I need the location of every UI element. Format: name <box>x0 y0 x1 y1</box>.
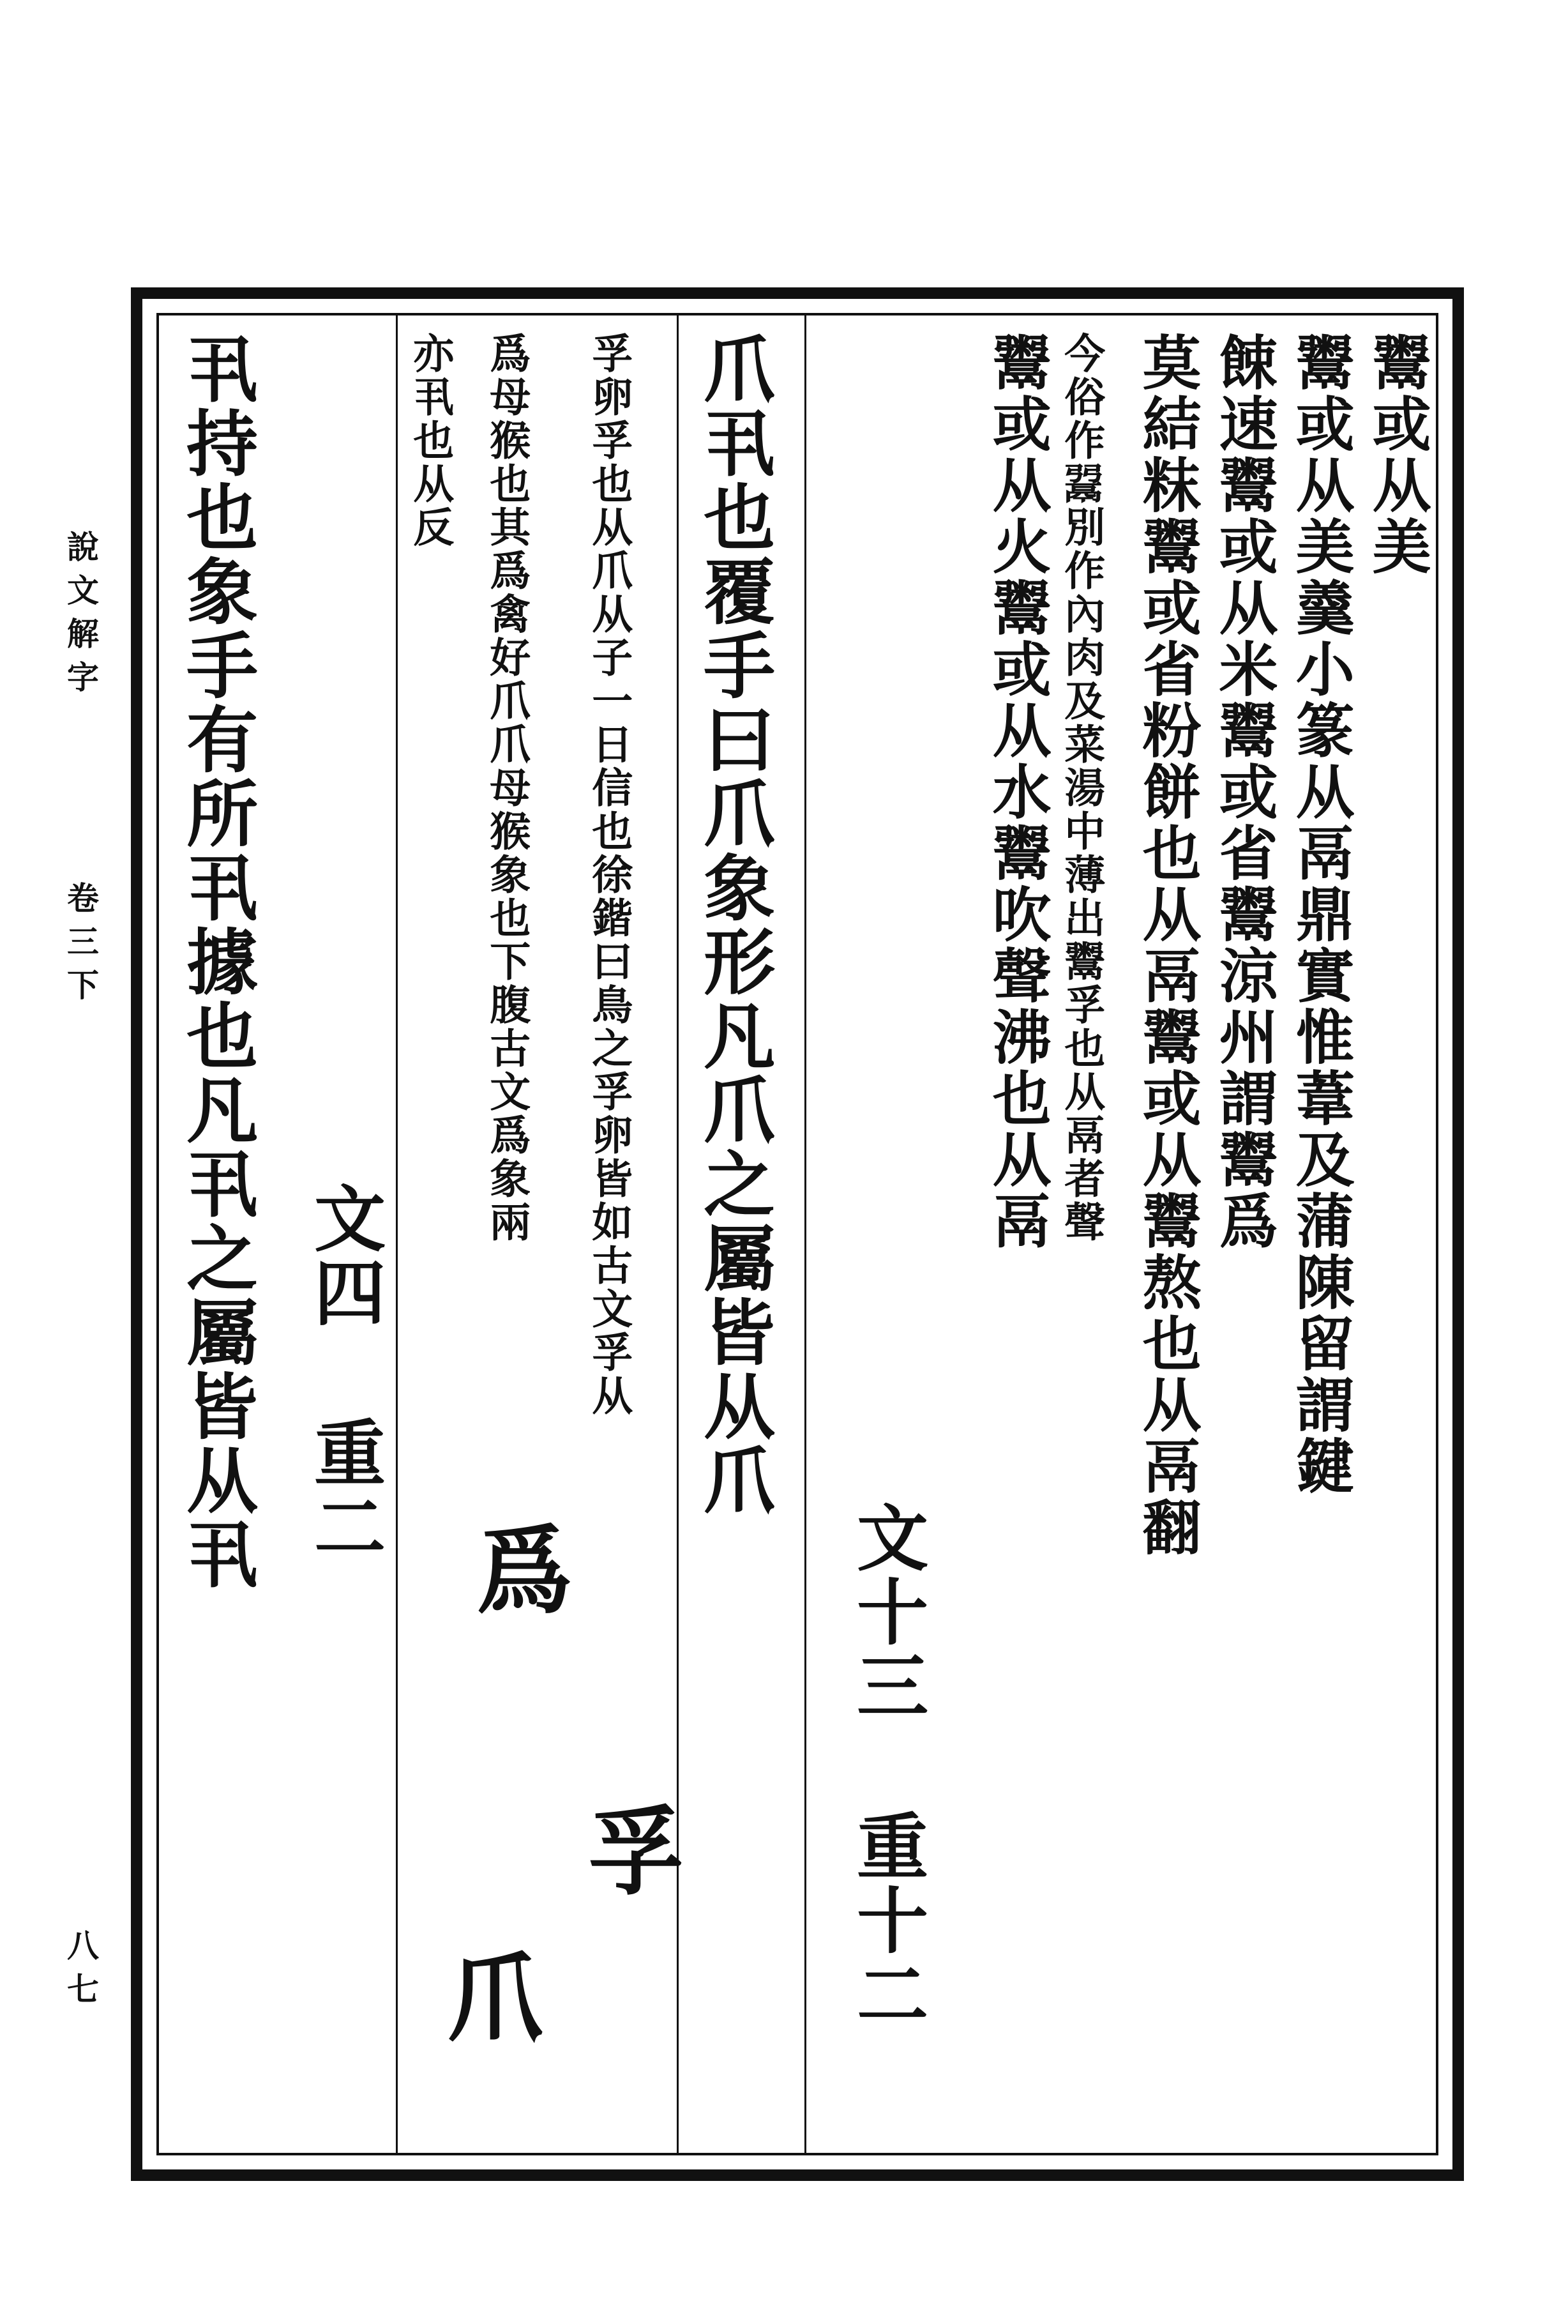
page-number: 八七 <box>62 1929 100 2016</box>
column-text: 餗速鬻或从米鬻或省鬻涼州謂鬻爲 <box>1209 332 1279 1252</box>
seal-glyph-zhao: 爪 <box>431 1948 543 2044</box>
column-text: 爲母猴也其爲禽好爪爪母猴象也下腹古文爲象兩 <box>483 332 531 1244</box>
column-text: 丮持也象手有所丮據也凡丮之屬皆从丮 <box>174 332 259 1591</box>
column-text: 孚卵孚也从爪从子一日信也徐鍇曰鳥之孚卵皆如古文孚从 <box>585 332 633 1418</box>
column-divider <box>396 315 398 2153</box>
count-text: 文十三 重十二 <box>845 1501 929 2032</box>
text-column-10 <box>483 332 531 1244</box>
column-text: 亦丮也从反 <box>406 332 455 549</box>
seal-glyph-wei: 爲 <box>460 1520 572 1616</box>
seal-glyph-fu: 孚 <box>571 1801 684 1897</box>
column-text: 莫結粖鬻或省粉餅也从鬲鬻或从鬻熬也从鬲翻 <box>1133 332 1202 1558</box>
section-count-1 <box>845 1501 929 2032</box>
book-title: 說文解字 <box>62 530 100 704</box>
column-text: 鬻或从美 <box>1362 332 1432 577</box>
text-column-8 <box>691 332 776 1517</box>
text-column-11 <box>406 332 455 549</box>
column-text: 鬻或从美羹小篆从鬲鼎實惟葦及蒲陳留謂鍵 <box>1286 332 1355 1497</box>
text-column-5 <box>1057 332 1106 1244</box>
text-column-2 <box>1286 332 1355 1497</box>
text-column-9 <box>585 332 633 1418</box>
volume-label: 卷三下 <box>62 881 100 1012</box>
column-divider <box>804 315 806 2153</box>
section-count-2 <box>302 1181 386 1564</box>
text-column-4 <box>1133 332 1202 1558</box>
text-column-13 <box>174 332 259 1591</box>
text-column-3 <box>1209 332 1279 1252</box>
count-text: 文四 重二 <box>302 1181 386 1564</box>
column-text: 鬻或从火鬻或从水鬻吹聲沸也从鬲 <box>983 332 1052 1252</box>
column-text: 爪丮也覆手曰爪象形凡爪之屬皆从爪 <box>691 332 776 1517</box>
text-column-1 <box>1362 332 1432 577</box>
column-text: 今俗作𩰲別作內肉及菜湯中薄出鬻孚也从鬲者聲 <box>1057 332 1106 1244</box>
text-column-6 <box>983 332 1052 1252</box>
